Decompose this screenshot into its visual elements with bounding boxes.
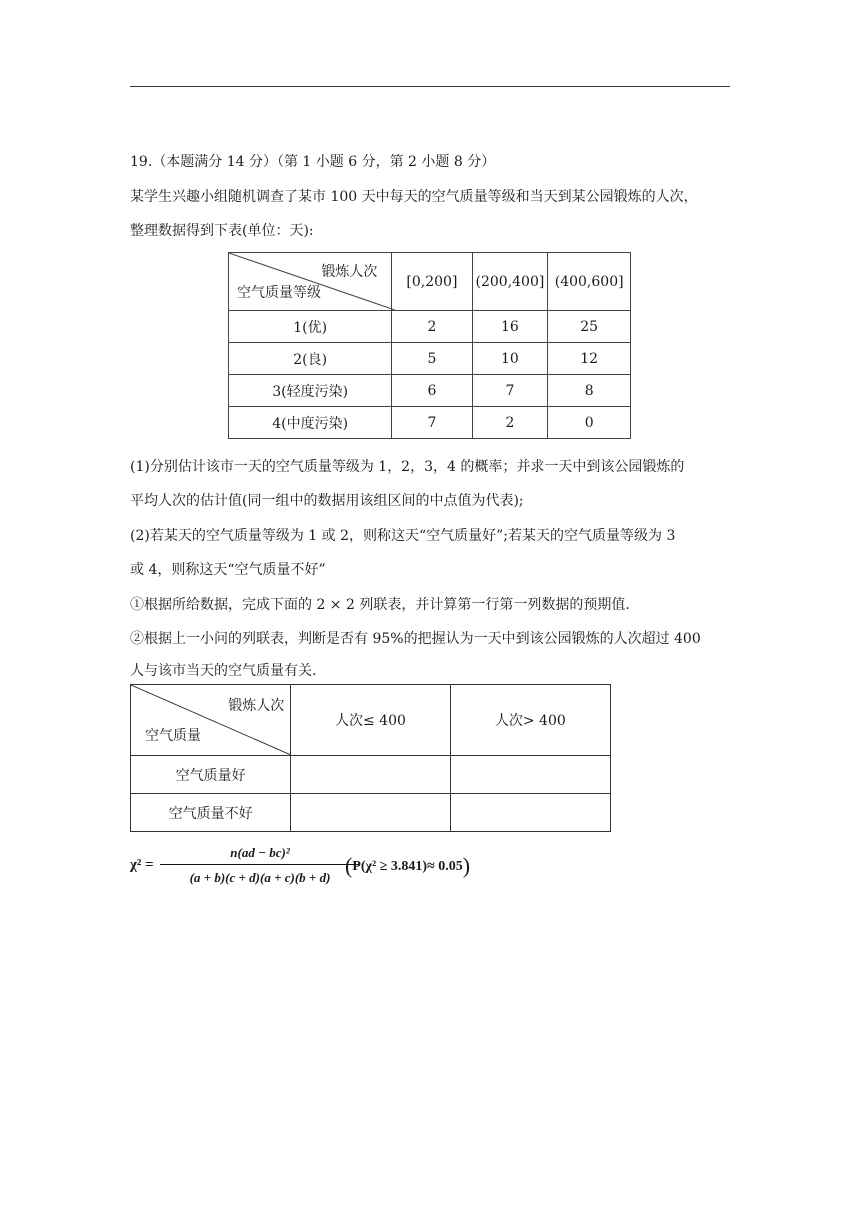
table2-corner-top: 锻炼人次 (228, 698, 285, 714)
formula-probability (345, 853, 470, 879)
header-rule (130, 86, 730, 87)
formula-numerator: n(ad − bc)² (230, 845, 290, 860)
air-quality-table (228, 252, 631, 439)
table-row (229, 407, 631, 439)
table1-cell: 0 (548, 407, 631, 439)
table1-corner-top: 锻炼人次 (321, 264, 378, 280)
table-row (229, 343, 631, 375)
table1-cell: 16 (472, 311, 548, 343)
table2-col-header: 人次> 400 (450, 685, 610, 756)
table1-col-header: (200,400] (472, 253, 548, 311)
table1-cell: 6 (392, 375, 472, 407)
table2-corner-bottom: 空气质量 (145, 728, 201, 744)
table-row (229, 375, 631, 407)
contingency-table (130, 684, 611, 832)
question-intro-line-1: 某学生兴趣小组随机调查了某市 100 天中每天的空气质量等级和当天到某公园锻炼的人次， (130, 189, 698, 205)
question-title: 19.（本题满分 14 分）（第 1 小题 6 分，第 2 小题 8 分） (130, 154, 496, 170)
fraction-bar (160, 864, 360, 865)
formula-denominator: (a + b)(c + d)(a + c)(b + d) (189, 870, 331, 885)
right-paren: ) (462, 853, 471, 878)
table1-corner-cell (229, 253, 392, 311)
formula-lhs: χ² = (130, 857, 154, 873)
formula-fraction (160, 843, 360, 888)
chi-square-formula (130, 843, 530, 891)
part2-sub1: ①根据所给数据，完成下面的 2 × 2 列联表，并计算第一行第一列数据的预期值. (130, 597, 630, 613)
table2-corner-cell (131, 685, 291, 756)
table1-row-label: 1(优) (229, 311, 392, 343)
table2-row-label: 空气质量不好 (131, 794, 291, 832)
table1-col-header: [0,200] (392, 253, 472, 311)
table1-cell: 7 (392, 407, 472, 439)
table1-cell: 2 (472, 407, 548, 439)
table1-cell: 25 (548, 311, 631, 343)
part1-line-1: (1)分别估计该市一天的空气质量等级为 1，2，3，4 的概率；并求一天中到该公园锻炼的 (130, 459, 685, 475)
part1-line-2: 平均人次的估计值(同一组中的数据用该组区间的中点值为代表); (130, 493, 524, 509)
table-row (131, 794, 611, 832)
table1-row-label: 2(良) (229, 343, 392, 375)
part2-line-1: (2)若某天的空气质量等级为 1 或 2，则称这天“空气质量好”;若某天的空气质量等级为 3 (130, 528, 676, 544)
formula-prob-text: P(χ² ≥ 3.841)≈ 0.05 (352, 859, 463, 874)
table1-cell: 5 (392, 343, 472, 375)
table-row (229, 311, 631, 343)
table1-cell: 8 (548, 375, 631, 407)
part2-sub2-line-1: ②根据上一小问的列联表，判断是否有 95%的把握认为一天中到该公园锻炼的人次超过 400 (130, 631, 701, 647)
part2-line-2: 或 4，则称这天“空气质量不好” (130, 562, 326, 578)
table1-cell: 2 (392, 311, 472, 343)
table1-cell: 10 (472, 343, 548, 375)
part2-sub2-line-2: 人与该市当天的空气质量有关. (130, 663, 317, 679)
table2-empty-cell[interactable] (291, 756, 450, 794)
left-paren: ( (345, 853, 353, 878)
table1-cell: 7 (472, 375, 548, 407)
table2-empty-cell[interactable] (450, 756, 610, 794)
table1-row-label: 4(中度污染) (229, 407, 392, 439)
table2-empty-cell[interactable] (450, 794, 610, 832)
table1-cell: 12 (548, 343, 631, 375)
table2-col-header: 人次≤ 400 (291, 685, 450, 756)
table1-corner-bottom: 空气质量等级 (237, 285, 321, 301)
table2-empty-cell[interactable] (291, 794, 450, 832)
table1-row-label: 3(轻度污染) (229, 375, 392, 407)
table1-col-header: (400,600] (548, 253, 631, 311)
table2-row-label: 空气质量好 (131, 756, 291, 794)
question-intro-line-2: 整理数据得到下表(单位：天): (130, 223, 314, 239)
table-row (131, 756, 611, 794)
